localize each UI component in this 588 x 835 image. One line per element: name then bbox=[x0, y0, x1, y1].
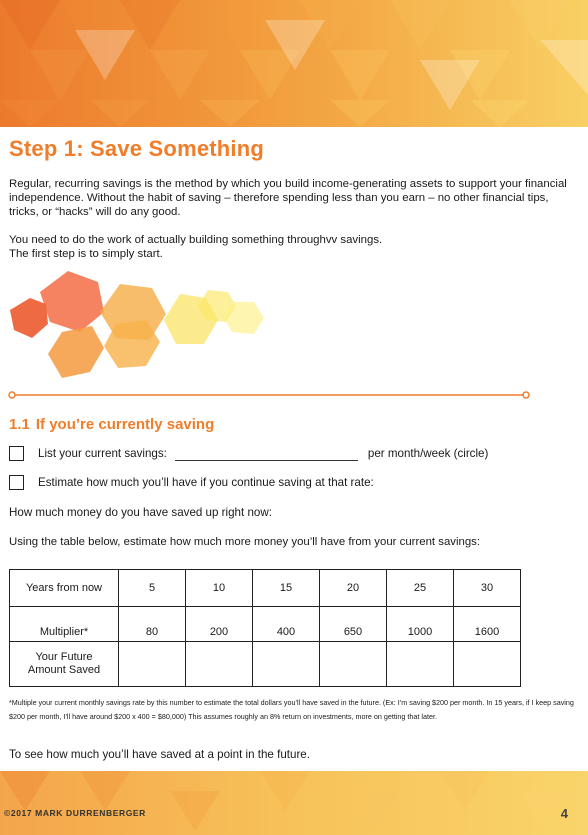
years-row-label: Years from now bbox=[10, 570, 119, 607]
future-amount-input-cell[interactable] bbox=[186, 642, 253, 687]
checklist-item-estimate bbox=[9, 475, 374, 490]
years-cell: 25 bbox=[387, 570, 454, 607]
savings-amount-blank[interactable] bbox=[175, 447, 358, 461]
work-line-1: You need to do the work of actually building something throughvv savings. bbox=[9, 234, 383, 246]
years-cell: 10 bbox=[186, 570, 253, 607]
future-amount-input-cell[interactable] bbox=[253, 642, 320, 687]
multiplier-cell: 1000 bbox=[387, 607, 454, 642]
multiplier-cell: 400 bbox=[253, 607, 320, 642]
future-amount-input-cell[interactable] bbox=[320, 642, 387, 687]
current-savings-label: List your current savings: bbox=[38, 447, 167, 460]
work-line-2: The first step is to simply start. bbox=[9, 248, 163, 260]
section-divider bbox=[7, 388, 532, 406]
future-amount-row-label bbox=[10, 642, 119, 687]
table-row-years bbox=[10, 570, 521, 607]
intro-paragraph: Regular, recurring savings is the method by which you build income-generating assets to support your financial independence. Without the habit of saving – therefore spending less than you earn – no other financial tips, tricks, or “hacks” will do any good. bbox=[9, 178, 567, 218]
page-number: 4 bbox=[560, 806, 568, 821]
future-amount-input-cell[interactable] bbox=[454, 642, 521, 687]
multiplier-footnote: *Multiple your current monthly savings rate by this number to estimate the total dollars you’ll have saved in the future. (Ex: I’m saving $200 per month. In 15 years, if I keep saving $200 per month, I’ll have around $200 x 400 = $80,000) This assumes roughly an 8% return on investments, more on getting that later. bbox=[9, 698, 574, 721]
years-cell: 15 bbox=[253, 570, 320, 607]
section-heading bbox=[9, 416, 214, 433]
section-title: If you’re currently saving bbox=[35, 416, 215, 433]
period-circle-label: per month/week (circle) bbox=[367, 447, 489, 460]
table-row-multiplier bbox=[10, 607, 521, 642]
hexagon-cluster-graphic bbox=[0, 268, 280, 388]
multiplier-cell: 200 bbox=[186, 607, 253, 642]
future-amount-label-line-2: Amount Saved bbox=[27, 664, 101, 676]
closing-line: To see how much you’ll have saved at a point in the future. bbox=[9, 748, 310, 761]
estimate-checkbox[interactable] bbox=[9, 475, 24, 490]
multiplier-cell: 1600 bbox=[454, 607, 521, 642]
work-paragraph bbox=[9, 233, 575, 261]
estimate-label: Estimate how much you’ll have if you continue saving at that rate: bbox=[38, 476, 374, 489]
future-amount-label-line-1: Your Future bbox=[35, 651, 93, 663]
multiplier-row-label: Multiplier* bbox=[10, 607, 119, 642]
bottom-decorative-banner bbox=[0, 771, 588, 835]
current-savings-checkbox[interactable] bbox=[9, 446, 24, 461]
top-decorative-banner bbox=[0, 0, 588, 127]
copyright-text: ©2017 MARK DURRENBERGER bbox=[4, 808, 146, 818]
checklist-item-current-savings bbox=[9, 446, 488, 461]
page-title: Step 1: Save Something bbox=[9, 136, 265, 161]
savings-multiplier-table bbox=[9, 569, 521, 687]
multiplier-cell: 650 bbox=[320, 607, 387, 642]
future-amount-input-cell[interactable] bbox=[387, 642, 454, 687]
years-cell: 5 bbox=[119, 570, 186, 607]
section-number: 1.1 bbox=[9, 416, 30, 433]
years-cell: 20 bbox=[320, 570, 387, 607]
table-intro-paragraph: Using the table below, estimate how much more money you’ll have from your current savings: bbox=[9, 536, 481, 548]
future-amount-input-cell[interactable] bbox=[119, 642, 186, 687]
multiplier-cell: 80 bbox=[119, 607, 186, 642]
table-row-future-amount bbox=[10, 642, 521, 687]
years-cell: 30 bbox=[454, 570, 521, 607]
saved-now-question: How much money do you have saved up right now: bbox=[9, 506, 272, 519]
